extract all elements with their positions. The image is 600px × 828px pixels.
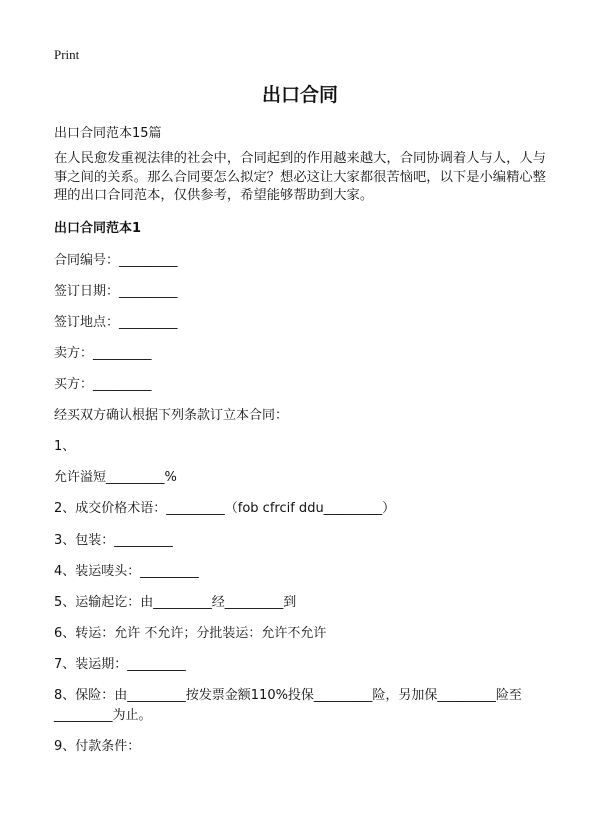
contract-line: _________为止。 — [54, 708, 152, 723]
contract-line: 允许溢短_________% — [54, 470, 177, 485]
print-link[interactable]: Print — [54, 47, 80, 62]
section-heading: 出口合同范本1 — [54, 221, 142, 236]
contract-line: 3、包装：_________ — [54, 533, 173, 548]
contract-line: 4、装运唛头：_________ — [54, 564, 199, 579]
intro-paragraph: 在人民愈发重视法律的社会中，合同起到的作用越来越大，合同协调着人与人，人与事之间的关系。那么合同要怎么拟定？想必这让大家都很苦恼吧，以下是小编精心整理的出口合同范本，仅供参考，希望能够帮助到大家。 — [54, 151, 546, 203]
subtitle: 出口合同范本15篇 — [54, 126, 162, 141]
contract-line: 9、付款条件： — [54, 739, 141, 754]
contract-line: 买方：_________ — [54, 377, 152, 392]
contract-line: 6、转运：允许 不允许；分批装运：允许不允许 — [54, 626, 327, 641]
contract-line: 签订日期：_________ — [54, 284, 178, 299]
contract-line: 5、运输起讫：由_________经_________到 — [54, 595, 297, 610]
contract-line: 卖方：_________ — [54, 346, 152, 361]
contract-line: 1、 — [54, 439, 76, 454]
contract-line: 合同编号：_________ — [54, 253, 178, 268]
contract-line: 签订地点：_________ — [54, 315, 178, 330]
page-title: 出口合同 — [261, 84, 338, 106]
contract-line: 7、装运期：_________ — [54, 657, 186, 672]
contract-line: 经买双方确认根据下列条款订立本合同： — [54, 408, 289, 423]
contract-line: 8、保险：由_________按发票金额110%投保_________险，另加保_________险至 — [54, 688, 522, 703]
contract-line: 2、成交价格术语：_________（fob cfrcif ddu_________） — [54, 501, 396, 516]
